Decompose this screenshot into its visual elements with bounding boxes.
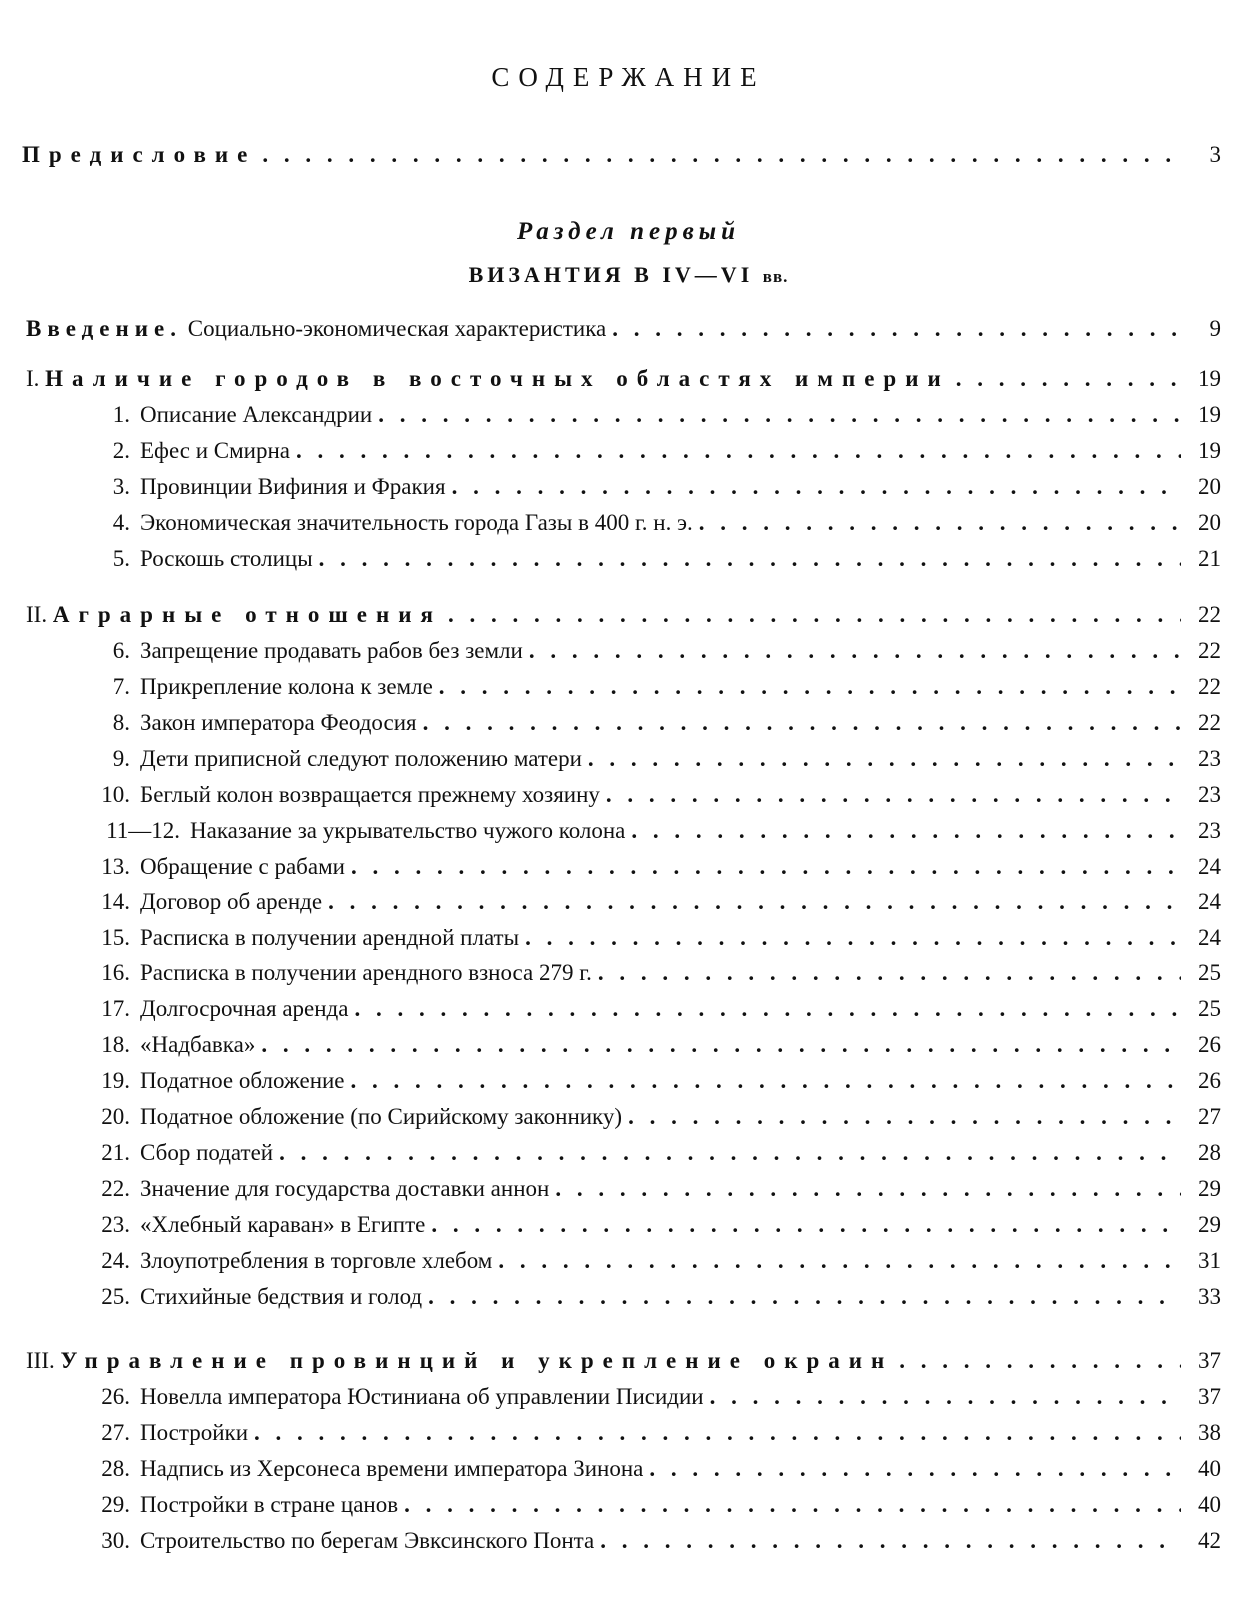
entry-title: Договор об аренде [140,889,323,914]
entry-number: 16. [101,960,130,985]
toc-entry-row [90,1138,1221,1168]
entry-title: Злоупотребления в торговле хлебом [140,1248,493,1273]
toc-entry-row [90,852,1221,882]
section-title [0,262,1257,288]
page-number: 24 [1198,854,1221,879]
entry-number: 30. [101,1528,130,1553]
page-number: 37 [1198,1384,1221,1409]
dot-leader [351,1066,1181,1096]
dot-leader [710,1382,1181,1412]
page-number: 20 [1198,474,1221,499]
entry-title: Надпись из Херсонеса времени императора Зинона [140,1456,644,1481]
page-number: 42 [1198,1528,1221,1553]
chapter-numeral: II. [26,602,48,627]
toc-entry-row [90,887,1221,917]
entry-title: Значение для государства доставки аннон [140,1176,550,1201]
dot-leader [649,1454,1181,1484]
entry-title: Описание Александрии [140,402,373,427]
entry-number: 8. [112,710,130,735]
toc-entry-row [90,1030,1221,1060]
entry-number: 11—12. [106,818,180,843]
page-number: 3 [1209,142,1221,167]
toc-entry-row [90,1454,1221,1484]
entry-number: 27. [101,1420,130,1445]
toc-entry-row [90,816,1221,846]
toc-entry-row [90,508,1221,538]
page-number: 23 [1198,818,1221,843]
entry-title: Прикрепление колона к земле [140,674,433,699]
page-title: СОДЕРЖАНИЕ [491,62,766,92]
dot-leader [261,1030,1181,1060]
page-number: 19 [1198,402,1221,427]
entry-title: «Надбавка» [140,1032,256,1057]
entry-title: Роскошь столицы [140,546,313,571]
entry-number: 17. [101,996,130,1021]
entry-number: 18. [101,1032,130,1057]
page-number: 40 [1198,1492,1221,1517]
intro-text-group [26,314,612,344]
toc-entry-row [90,436,1221,466]
toc-entry-row [90,1282,1221,1312]
entry-title: Закон императора Феодосия [140,710,417,735]
dot-leader [328,887,1181,917]
toc-entry-row [90,1526,1221,1556]
chapter-heading [26,1346,899,1376]
toc-chapter-row [26,1346,1221,1376]
page-number: 20 [1198,510,1221,535]
page-number: 25 [1198,960,1221,985]
entry-title: Наказание за укрывательство чужого колона [190,818,626,843]
toc-entry-row [90,636,1221,666]
page-number: 40 [1198,1456,1221,1481]
dot-leader [612,314,1181,344]
entry-number: 3. [112,474,130,499]
dot-leader [296,436,1181,466]
entry-number: 14. [101,889,130,914]
entry-title: Расписка в получении арендного взноса 279 г. [140,960,592,985]
entry-number: 29. [101,1492,130,1517]
dot-leader [448,600,1181,630]
toc-row-preface [22,140,1221,170]
entry-number: 24. [101,1248,130,1273]
page-number: 19 [1198,438,1221,463]
toc-row-intro [26,314,1221,344]
preface-label: Предисловие [22,142,257,167]
entry-number: 19. [101,1068,130,1093]
entry-number: 6. [112,638,130,663]
entry-title: Расписка в получении арендной платы [140,925,520,950]
dot-leader [498,1246,1181,1276]
dot-leader [439,672,1181,702]
page-number: 37 [1198,1348,1221,1373]
entry-title: Сбор податей [140,1140,274,1165]
entry-title: Податное обложение (по Сирийскому законнику) [140,1104,623,1129]
toc-entry-row [90,708,1221,738]
toc-chapter-row [26,600,1221,630]
chapter-numeral: I. [26,366,40,391]
section-title-suffix: вв. [762,267,789,286]
entry-title: Беглый колон возвращается прежнему хозяину [140,782,600,807]
entry-title: Податное обложение [140,1068,345,1093]
toc-entry-row [90,1382,1221,1412]
page-number: 31 [1198,1248,1221,1273]
toc-entry-row [90,544,1221,574]
toc-entry-row [90,400,1221,430]
dot-leader [319,544,1181,574]
toc-entry-row [90,1246,1221,1276]
entry-number: 2. [112,438,130,463]
entry-title: Постройки [140,1420,249,1445]
page-number: 22 [1198,710,1221,735]
page-number: 26 [1198,1068,1221,1093]
entry-number: 22. [101,1176,130,1201]
toc-entry-row [90,1418,1221,1448]
entry-title: Ефес и Смирна [140,438,290,463]
dot-leader [452,472,1181,502]
entry-title: Долгосрочная аренда [140,996,349,1021]
chapter-heading [26,364,956,394]
toc-entry-row [90,1174,1221,1204]
entry-number: 1. [112,402,130,427]
toc-entry-row [90,923,1221,953]
chapter-title: Аграрные отношения [52,602,442,627]
dot-leader [378,400,1181,430]
toc-entry-row [90,672,1221,702]
entry-number: 13. [101,854,130,879]
entry-number: 5. [112,546,130,571]
dot-leader [529,636,1181,666]
dot-leader [555,1174,1181,1204]
dot-leader [428,1282,1181,1312]
page-number: 25 [1198,996,1221,1021]
dot-leader [354,994,1181,1024]
entry-title: Стихийные бедствия и голод [140,1284,423,1309]
entry-number: 28. [101,1456,130,1481]
entry-number: 4. [112,510,130,535]
dot-leader [956,364,1181,394]
toc-entry-row [90,1210,1221,1240]
page-number: 23 [1198,782,1221,807]
entry-number: 10. [101,782,130,807]
chapter-title: Наличие городов в восточных областях империи [45,366,950,391]
entry-title: Запрещение продавать рабов без земли [140,638,523,663]
entry-title: Постройки в стране цанов [140,1492,399,1517]
entry-number: 25. [101,1284,130,1309]
dot-leader [631,816,1181,846]
page-number: 33 [1198,1284,1221,1309]
dot-leader [525,923,1181,953]
intro-label: Введение. [26,316,182,341]
entry-number: 26. [101,1384,130,1409]
entry-title: Новелла императора Юстиниана об управлении Писидии [140,1384,704,1409]
section-title-text: ВИЗАНТИЯ В IV—VI [468,262,754,287]
page-number: 26 [1198,1032,1221,1057]
chapter-numeral: III. [26,1348,55,1373]
dot-leader [351,852,1181,882]
page-number: 23 [1198,746,1221,771]
entry-title: Дети приписной следуют положению матери [140,746,582,771]
entry-number: 7. [112,674,130,699]
toc-entry-row [90,1102,1221,1132]
toc-entry-row [90,958,1221,988]
entry-number: 23. [101,1212,130,1237]
dot-leader [699,508,1181,538]
chapter-heading [26,600,448,630]
page-number: 29 [1198,1212,1221,1237]
page-number: 21 [1198,546,1221,571]
dot-leader [404,1490,1181,1520]
page-number: 24 [1198,889,1221,914]
page-number: 22 [1198,674,1221,699]
entry-title: Строительство по берегам Эвксинского Понта [140,1528,595,1553]
dot-leader [588,744,1181,774]
entry-number: 15. [101,925,130,950]
toc-entry-row [90,1490,1221,1520]
page-number: 24 [1198,925,1221,950]
page-number: 22 [1198,638,1221,663]
page-number: 27 [1198,1104,1221,1129]
toc-entry-row [90,472,1221,502]
toc-entry-row [90,1066,1221,1096]
toc-entry-row [90,744,1221,774]
page-number: 19 [1198,366,1221,391]
dot-leader [899,1346,1181,1376]
dot-leader [279,1138,1181,1168]
dot-leader [262,140,1181,170]
entry-number: 20. [101,1104,130,1129]
page-number: 29 [1198,1176,1221,1201]
entry-title: Обращение с рабами [140,854,345,879]
toc-entry-row [90,780,1221,810]
intro-text: Социально-экономическая характеристика [187,316,607,341]
dot-leader [600,1526,1181,1556]
page-number: 22 [1198,602,1221,627]
entry-number: 21. [101,1140,130,1165]
dot-leader [598,958,1181,988]
entry-number: 9. [112,746,130,771]
dot-leader [254,1418,1181,1448]
chapter-title: Управление провинций и укрепление окраин [60,1348,894,1373]
page-number: 38 [1198,1420,1221,1445]
page-number: 9 [1209,316,1221,341]
toc-chapter-row [26,364,1221,394]
dot-leader [431,1210,1181,1240]
page-number: 28 [1198,1140,1221,1165]
entry-title: Провинции Вифиния и Фракия [140,474,446,499]
entry-title: Экономическая значительность города Газы в 400 г. н. э. [140,510,693,535]
dot-leader [628,1102,1181,1132]
toc-entry-row [90,994,1221,1024]
entry-title: «Хлебный караван» в Египте [140,1212,426,1237]
dot-leader [423,708,1181,738]
dot-leader [606,780,1181,810]
section-label: Раздел первый [516,218,741,245]
